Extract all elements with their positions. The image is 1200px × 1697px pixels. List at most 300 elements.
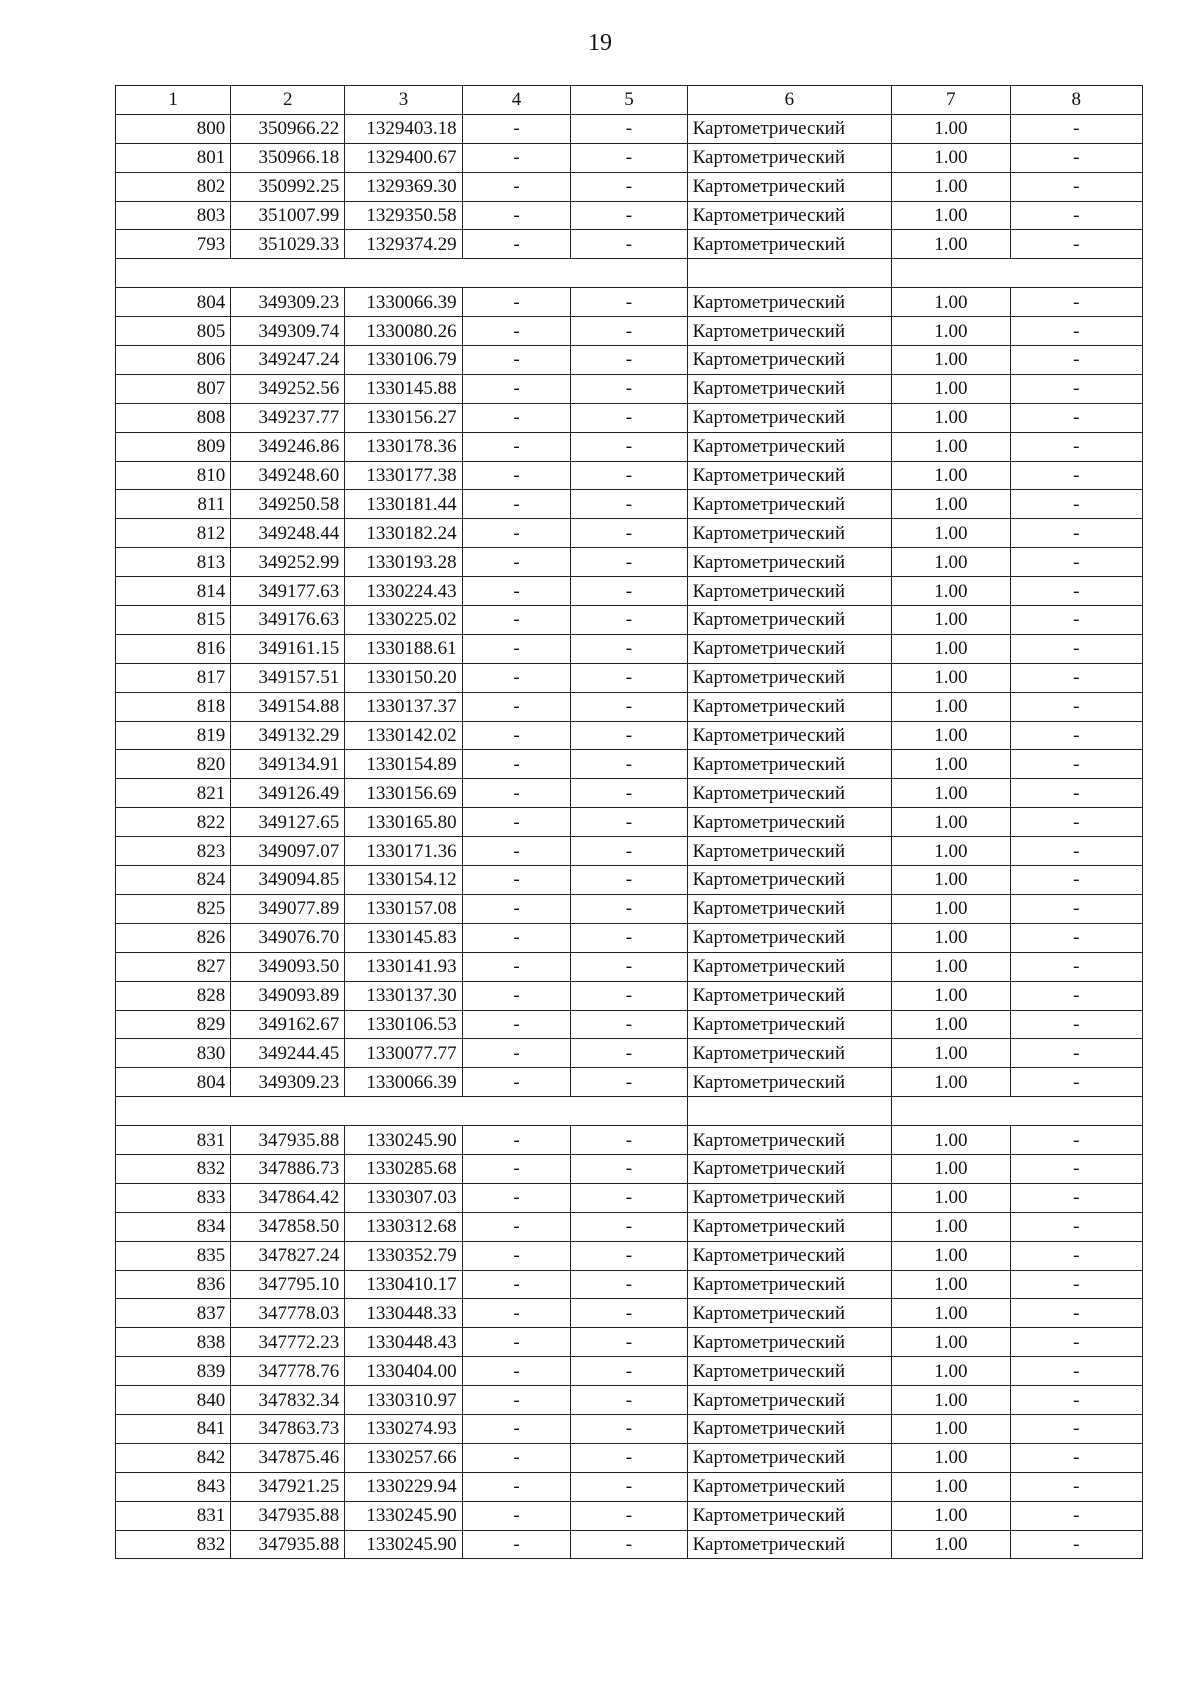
- table-row: [116, 548, 1143, 577]
- table-cell-col-5: -: [571, 403, 687, 432]
- table-row: [116, 1039, 1143, 1068]
- table-cell-col-3: 1330245.90: [345, 1126, 462, 1155]
- table-cell-col-1: 836: [116, 1270, 231, 1299]
- table-cell-col-3: 1330257.66: [345, 1443, 462, 1472]
- table-cell-col-1: 808: [116, 403, 231, 432]
- table-cell-col-2: 349093.89: [231, 981, 345, 1010]
- table-cell-col-8: -: [1010, 1530, 1142, 1559]
- table-cell-col-5: -: [571, 1241, 687, 1270]
- table-row: [116, 577, 1143, 606]
- table-cell-col-4: -: [462, 1530, 571, 1559]
- table-cell-col-5: -: [571, 1501, 687, 1530]
- table-cell-col-6: Картометрический: [687, 346, 892, 375]
- table-cell-col-7: 1.00: [892, 1501, 1010, 1530]
- table-cell-col-6: Картометрический: [687, 230, 892, 259]
- table-cell-col-4: -: [462, 1183, 571, 1212]
- table-cell-col-5: -: [571, 692, 687, 721]
- table-cell-col-1: 831: [116, 1126, 231, 1155]
- table-cell-col-8: -: [1010, 923, 1142, 952]
- table-row: [116, 1154, 1143, 1183]
- table-cell-col-4: -: [462, 1443, 571, 1472]
- table-cell-col-4: -: [462, 952, 571, 981]
- header-cell: 2: [231, 86, 345, 115]
- table-row: [116, 1328, 1143, 1357]
- table-cell-col-1: 810: [116, 461, 231, 490]
- table-cell-col-3: 1330141.93: [345, 952, 462, 981]
- table-cell-col-3: 1330404.00: [345, 1357, 462, 1386]
- table-cell-col-2: 351029.33: [231, 230, 345, 259]
- table-cell-col-2: 347858.50: [231, 1212, 345, 1241]
- table-cell-col-7: 1.00: [892, 750, 1010, 779]
- table-row: [116, 779, 1143, 808]
- table-cell-col-6: Картометрический: [687, 1241, 892, 1270]
- table-cell-col-1: 804: [116, 1068, 231, 1097]
- table-cell-col-2: 349134.91: [231, 750, 345, 779]
- table-row: [116, 201, 1143, 230]
- table-cell-col-6: Картометрический: [687, 866, 892, 895]
- table-row: [116, 808, 1143, 837]
- table-cell-col-6: Картометрический: [687, 1414, 892, 1443]
- header-cell: 7: [892, 86, 1010, 115]
- table-row: [116, 1472, 1143, 1501]
- separator-row: [116, 259, 1143, 288]
- table-cell-col-2: 349126.49: [231, 779, 345, 808]
- table-cell-col-6: Картометрический: [687, 1501, 892, 1530]
- page-number: 19: [588, 30, 612, 56]
- table-cell-col-5: -: [571, 952, 687, 981]
- table-cell-col-4: -: [462, 981, 571, 1010]
- table-cell-col-2: 351007.99: [231, 201, 345, 230]
- table-cell-col-6: Картометрический: [687, 1357, 892, 1386]
- table-cell-col-7: 1.00: [892, 346, 1010, 375]
- table-cell-col-4: -: [462, 172, 571, 201]
- table-cell-col-1: 816: [116, 634, 231, 663]
- table-cell-col-2: 347864.42: [231, 1183, 345, 1212]
- table-row: [116, 519, 1143, 548]
- table-cell-col-7: 1.00: [892, 288, 1010, 317]
- table-cell-col-7: 1.00: [892, 866, 1010, 895]
- table-cell-col-7: 1.00: [892, 779, 1010, 808]
- table-cell-col-8: -: [1010, 1039, 1142, 1068]
- table-cell-col-2: 350966.22: [231, 114, 345, 143]
- table-cell-col-7: 1.00: [892, 606, 1010, 635]
- table-cell-col-1: 814: [116, 577, 231, 606]
- table-cell-col-5: -: [571, 374, 687, 403]
- table-cell-col-3: 1330312.68: [345, 1212, 462, 1241]
- table-row: [116, 923, 1143, 952]
- table-row: [116, 346, 1143, 375]
- table-row: [116, 1241, 1143, 1270]
- table-cell-col-7: 1.00: [892, 1241, 1010, 1270]
- table-cell-col-3: 1330307.03: [345, 1183, 462, 1212]
- table-cell-col-4: -: [462, 1299, 571, 1328]
- table-cell-col-6: Картометрический: [687, 490, 892, 519]
- table-cell-col-8: -: [1010, 1241, 1142, 1270]
- table-cell-col-6: Картометрический: [687, 1183, 892, 1212]
- table-cell-col-3: 1329400.67: [345, 143, 462, 172]
- table-cell-col-6: Картометрический: [687, 1039, 892, 1068]
- table-cell-col-5: -: [571, 1126, 687, 1155]
- table-row: [116, 1299, 1143, 1328]
- table-cell-col-7: 1.00: [892, 1212, 1010, 1241]
- table-cell-col-2: 347921.25: [231, 1472, 345, 1501]
- table-cell-col-7: 1.00: [892, 490, 1010, 519]
- table-cell-col-2: 349093.50: [231, 952, 345, 981]
- header-row: [116, 86, 1143, 115]
- table-cell-col-7: 1.00: [892, 1443, 1010, 1472]
- table-cell-col-7: 1.00: [892, 952, 1010, 981]
- table-cell-col-7: 1.00: [892, 837, 1010, 866]
- table-cell-col-4: -: [462, 374, 571, 403]
- table-row: [116, 374, 1143, 403]
- table-cell-col-3: 1330193.28: [345, 548, 462, 577]
- table-cell-col-7: 1.00: [892, 577, 1010, 606]
- table-cell-col-7: 1.00: [892, 1386, 1010, 1415]
- table-cell-col-7: 1.00: [892, 1328, 1010, 1357]
- table-cell-col-7: 1.00: [892, 143, 1010, 172]
- table-cell-col-1: 823: [116, 837, 231, 866]
- table-cell-col-5: -: [571, 606, 687, 635]
- table-cell-col-6: Картометрический: [687, 1068, 892, 1097]
- table-row: [116, 490, 1143, 519]
- table-cell-col-2: 347935.88: [231, 1126, 345, 1155]
- table-cell-col-6: Картометрический: [687, 721, 892, 750]
- table-cell-col-3: 1330106.79: [345, 346, 462, 375]
- table-cell-col-8: -: [1010, 1501, 1142, 1530]
- table-cell-col-7: 1.00: [892, 692, 1010, 721]
- table-cell-col-1: 803: [116, 201, 231, 230]
- table-cell-col-7: 1.00: [892, 1270, 1010, 1299]
- table-row: [116, 143, 1143, 172]
- separator-row: [116, 1097, 1143, 1126]
- table-cell-col-1: 842: [116, 1443, 231, 1472]
- table-cell-col-1: 825: [116, 894, 231, 923]
- table-row: [116, 461, 1143, 490]
- table-row: [116, 1530, 1143, 1559]
- table-row: [116, 721, 1143, 750]
- table-cell-col-4: -: [462, 317, 571, 346]
- header-cell: 8: [1010, 86, 1142, 115]
- table-cell-col-2: 347935.88: [231, 1501, 345, 1530]
- table-row: [116, 230, 1143, 259]
- table-cell-col-1: 837: [116, 1299, 231, 1328]
- table-cell-col-6: Картометрический: [687, 317, 892, 346]
- table-cell-col-2: 347886.73: [231, 1154, 345, 1183]
- table-cell-col-5: -: [571, 779, 687, 808]
- table-cell-col-5: -: [571, 201, 687, 230]
- table-cell-col-8: -: [1010, 346, 1142, 375]
- table-cell-col-6: Картометрический: [687, 894, 892, 923]
- table-cell-col-4: -: [462, 779, 571, 808]
- table-cell-col-7: 1.00: [892, 1010, 1010, 1039]
- table-cell-col-8: -: [1010, 692, 1142, 721]
- table-row: [116, 1126, 1143, 1155]
- table-cell-col-5: -: [571, 1530, 687, 1559]
- table-cell-col-2: 349157.51: [231, 663, 345, 692]
- table-cell-col-8: -: [1010, 548, 1142, 577]
- table-cell-col-4: -: [462, 114, 571, 143]
- table-cell-col-7: 1.00: [892, 721, 1010, 750]
- table-cell-col-4: -: [462, 201, 571, 230]
- table-cell-col-5: -: [571, 1328, 687, 1357]
- table-cell-col-8: -: [1010, 1126, 1142, 1155]
- table-cell-col-8: -: [1010, 374, 1142, 403]
- table-cell-col-3: 1330410.17: [345, 1270, 462, 1299]
- table-cell-col-7: 1.00: [892, 1530, 1010, 1559]
- table-cell-col-2: 349127.65: [231, 808, 345, 837]
- table-cell-col-2: 347778.76: [231, 1357, 345, 1386]
- table-cell-col-4: -: [462, 1068, 571, 1097]
- table-cell-col-4: -: [462, 1126, 571, 1155]
- table-cell-col-3: 1330077.77: [345, 1039, 462, 1068]
- coordinates-table: [115, 85, 1143, 1559]
- table-cell-col-1: 819: [116, 721, 231, 750]
- table-row: [116, 1501, 1143, 1530]
- table-cell-col-5: -: [571, 317, 687, 346]
- table-cell-col-6: Картометрический: [687, 1126, 892, 1155]
- table-cell-col-7: 1.00: [892, 1299, 1010, 1328]
- table-cell-col-7: 1.00: [892, 114, 1010, 143]
- table-cell-col-8: -: [1010, 114, 1142, 143]
- table-cell-col-2: 349309.23: [231, 288, 345, 317]
- table-cell-col-5: -: [571, 1386, 687, 1415]
- table-cell-col-4: -: [462, 663, 571, 692]
- table-cell-col-4: -: [462, 1212, 571, 1241]
- table-cell-col-5: -: [571, 461, 687, 490]
- table-cell-col-2: 347827.24: [231, 1241, 345, 1270]
- table-cell-col-8: -: [1010, 1183, 1142, 1212]
- table-cell-col-2: 349309.23: [231, 1068, 345, 1097]
- table-cell-col-8: -: [1010, 1212, 1142, 1241]
- table-cell-col-4: -: [462, 288, 571, 317]
- table-cell-col-3: 1329374.29: [345, 230, 462, 259]
- table-cell-col-8: -: [1010, 577, 1142, 606]
- header-cell: 3: [345, 86, 462, 115]
- table-cell-col-5: -: [571, 808, 687, 837]
- table-cell-col-5: -: [571, 1039, 687, 1068]
- table-cell-col-3: 1330274.93: [345, 1414, 462, 1443]
- table-cell-col-5: -: [571, 230, 687, 259]
- table-row: [116, 1068, 1143, 1097]
- table-cell-col-2: 349132.29: [231, 721, 345, 750]
- table-cell-col-5: -: [571, 1010, 687, 1039]
- table-cell-col-6: Картометрический: [687, 1530, 892, 1559]
- table-cell-col-8: -: [1010, 143, 1142, 172]
- table-cell-col-1: 832: [116, 1154, 231, 1183]
- table-row: [116, 837, 1143, 866]
- table-cell-col-4: -: [462, 230, 571, 259]
- table-cell-col-5: -: [571, 750, 687, 779]
- table-cell-col-2: 349247.24: [231, 346, 345, 375]
- table-cell-col-5: -: [571, 837, 687, 866]
- table-cell-col-4: -: [462, 750, 571, 779]
- table-cell-col-5: -: [571, 577, 687, 606]
- table-cell-col-5: -: [571, 721, 687, 750]
- table-cell-col-1: 835: [116, 1241, 231, 1270]
- table-cell-col-1: 800: [116, 114, 231, 143]
- table-cell-col-5: -: [571, 1068, 687, 1097]
- table-cell-col-8: -: [1010, 750, 1142, 779]
- table-cell-col-2: 347772.23: [231, 1328, 345, 1357]
- table-cell-col-6: Картометрический: [687, 606, 892, 635]
- table-cell-col-8: -: [1010, 403, 1142, 432]
- table-cell-col-2: 349094.85: [231, 866, 345, 895]
- table-cell-col-6: Картометрический: [687, 837, 892, 866]
- table-cell-col-4: -: [462, 1039, 571, 1068]
- table-cell-col-7: 1.00: [892, 663, 1010, 692]
- table-cell-col-8: -: [1010, 721, 1142, 750]
- table-cell-col-7: 1.00: [892, 1414, 1010, 1443]
- table-cell-col-6: Картометрический: [687, 432, 892, 461]
- table-cell-col-7: 1.00: [892, 894, 1010, 923]
- table-cell-col-3: 1330165.80: [345, 808, 462, 837]
- table-cell-col-1: 833: [116, 1183, 231, 1212]
- header-cell: 6: [687, 86, 892, 115]
- table-cell-col-2: 349248.44: [231, 519, 345, 548]
- table-cell-col-4: -: [462, 808, 571, 837]
- table-cell-col-8: -: [1010, 808, 1142, 837]
- table-cell-col-3: 1330178.36: [345, 432, 462, 461]
- table-row: [116, 894, 1143, 923]
- table-cell-col-1: 832: [116, 1530, 231, 1559]
- table-cell-col-5: -: [571, 634, 687, 663]
- table-cell-col-1: 813: [116, 548, 231, 577]
- table-cell-col-2: 347863.73: [231, 1414, 345, 1443]
- table-cell-col-3: 1330066.39: [345, 288, 462, 317]
- table-cell-col-1: 839: [116, 1357, 231, 1386]
- table-cell-col-7: 1.00: [892, 1472, 1010, 1501]
- table-cell-col-2: 349244.45: [231, 1039, 345, 1068]
- table-cell-col-5: -: [571, 1183, 687, 1212]
- table-cell-col-6: Картометрический: [687, 114, 892, 143]
- table-cell-col-6: Картометрический: [687, 1212, 892, 1241]
- table-cell-col-8: -: [1010, 490, 1142, 519]
- table-cell-col-3: 1330156.69: [345, 779, 462, 808]
- header-cell: 1: [116, 86, 231, 115]
- table-cell-col-6: Картометрический: [687, 577, 892, 606]
- table-cell-col-6: Картометрический: [687, 808, 892, 837]
- table-cell-col-6: Картометрический: [687, 981, 892, 1010]
- table-cell-col-2: 349250.58: [231, 490, 345, 519]
- table-cell-col-2: 349248.60: [231, 461, 345, 490]
- table-row: [116, 1183, 1143, 1212]
- table-cell-col-2: 349161.15: [231, 634, 345, 663]
- table-cell-col-1: 828: [116, 981, 231, 1010]
- table-cell-col-2: 349162.67: [231, 1010, 345, 1039]
- table-cell-col-8: -: [1010, 172, 1142, 201]
- table-cell-col-3: 1330225.02: [345, 606, 462, 635]
- table-cell-col-5: -: [571, 490, 687, 519]
- table-cell-col-5: -: [571, 143, 687, 172]
- table-cell-col-4: -: [462, 577, 571, 606]
- table-cell-col-8: -: [1010, 981, 1142, 1010]
- table-cell-col-7: 1.00: [892, 1126, 1010, 1155]
- table-cell-col-3: 1330229.94: [345, 1472, 462, 1501]
- table-cell-col-2: 349246.86: [231, 432, 345, 461]
- table-cell-col-6: Картометрический: [687, 923, 892, 952]
- table-cell-col-1: 818: [116, 692, 231, 721]
- table-cell-col-2: 347935.88: [231, 1530, 345, 1559]
- table-cell-col-8: -: [1010, 1472, 1142, 1501]
- table-cell-col-2: 349177.63: [231, 577, 345, 606]
- table-row: [116, 288, 1143, 317]
- table-cell-col-7: 1.00: [892, 1183, 1010, 1212]
- table-cell-col-6: Картометрический: [687, 1386, 892, 1415]
- table-row: [116, 981, 1143, 1010]
- table-cell-col-6: Картометрический: [687, 1010, 892, 1039]
- table-cell-col-4: -: [462, 519, 571, 548]
- table-cell-col-4: -: [462, 490, 571, 519]
- table-cell-col-1: 815: [116, 606, 231, 635]
- table-cell-col-7: 1.00: [892, 403, 1010, 432]
- table-cell-col-5: -: [571, 1472, 687, 1501]
- table-cell-col-4: -: [462, 721, 571, 750]
- table-row: [116, 634, 1143, 663]
- table-cell-col-2: 349076.70: [231, 923, 345, 952]
- table-cell-col-8: -: [1010, 288, 1142, 317]
- table-body: [116, 114, 1143, 1559]
- table-row: [116, 1212, 1143, 1241]
- table-cell-col-7: 1.00: [892, 548, 1010, 577]
- table-cell-col-1: 817: [116, 663, 231, 692]
- table-cell-col-3: 1330137.37: [345, 692, 462, 721]
- table-cell-col-3: 1330156.27: [345, 403, 462, 432]
- table-cell-col-5: -: [571, 346, 687, 375]
- table-cell-col-6: Картометрический: [687, 1443, 892, 1472]
- table-cell-col-4: -: [462, 1357, 571, 1386]
- table-cell-col-3: 1330352.79: [345, 1241, 462, 1270]
- table-cell-col-7: 1.00: [892, 1154, 1010, 1183]
- table-cell-col-5: -: [571, 1270, 687, 1299]
- table-cell-col-3: 1330157.08: [345, 894, 462, 923]
- table-cell-col-7: 1.00: [892, 461, 1010, 490]
- table-cell-col-6: Картометрический: [687, 1299, 892, 1328]
- table-row: [116, 403, 1143, 432]
- table-cell-col-6: Картометрический: [687, 201, 892, 230]
- table-cell-col-1: 831: [116, 1501, 231, 1530]
- table-cell-col-3: 1330137.30: [345, 981, 462, 1010]
- table-cell-col-4: -: [462, 346, 571, 375]
- table-cell-col-6: Картометрический: [687, 1270, 892, 1299]
- table-cell-col-2: 347778.03: [231, 1299, 345, 1328]
- separator-cell: [116, 1097, 688, 1126]
- table-cell-col-7: 1.00: [892, 1357, 1010, 1386]
- table-cell-col-8: -: [1010, 1443, 1142, 1472]
- table-cell-col-4: -: [462, 1010, 571, 1039]
- table-cell-col-8: -: [1010, 1328, 1142, 1357]
- table-cell-col-8: -: [1010, 894, 1142, 923]
- table-cell-col-6: Картометрический: [687, 172, 892, 201]
- table-cell-col-3: 1329403.18: [345, 114, 462, 143]
- table-cell-col-8: -: [1010, 1386, 1142, 1415]
- table-cell-col-3: 1330154.12: [345, 866, 462, 895]
- table-cell-col-1: 802: [116, 172, 231, 201]
- table-cell-col-8: -: [1010, 634, 1142, 663]
- table-cell-col-8: -: [1010, 1154, 1142, 1183]
- table-cell-col-5: -: [571, 866, 687, 895]
- table-cell-col-8: -: [1010, 1068, 1142, 1097]
- table-cell-col-1: 829: [116, 1010, 231, 1039]
- table-cell-col-4: -: [462, 1328, 571, 1357]
- table-cell-col-7: 1.00: [892, 808, 1010, 837]
- table-cell-col-8: -: [1010, 461, 1142, 490]
- table-row: [116, 750, 1143, 779]
- table-row: [116, 952, 1143, 981]
- table-cell-col-6: Картометрический: [687, 634, 892, 663]
- table-cell-col-1: 820: [116, 750, 231, 779]
- separator-cell: [116, 259, 688, 288]
- table-cell-col-1: 824: [116, 866, 231, 895]
